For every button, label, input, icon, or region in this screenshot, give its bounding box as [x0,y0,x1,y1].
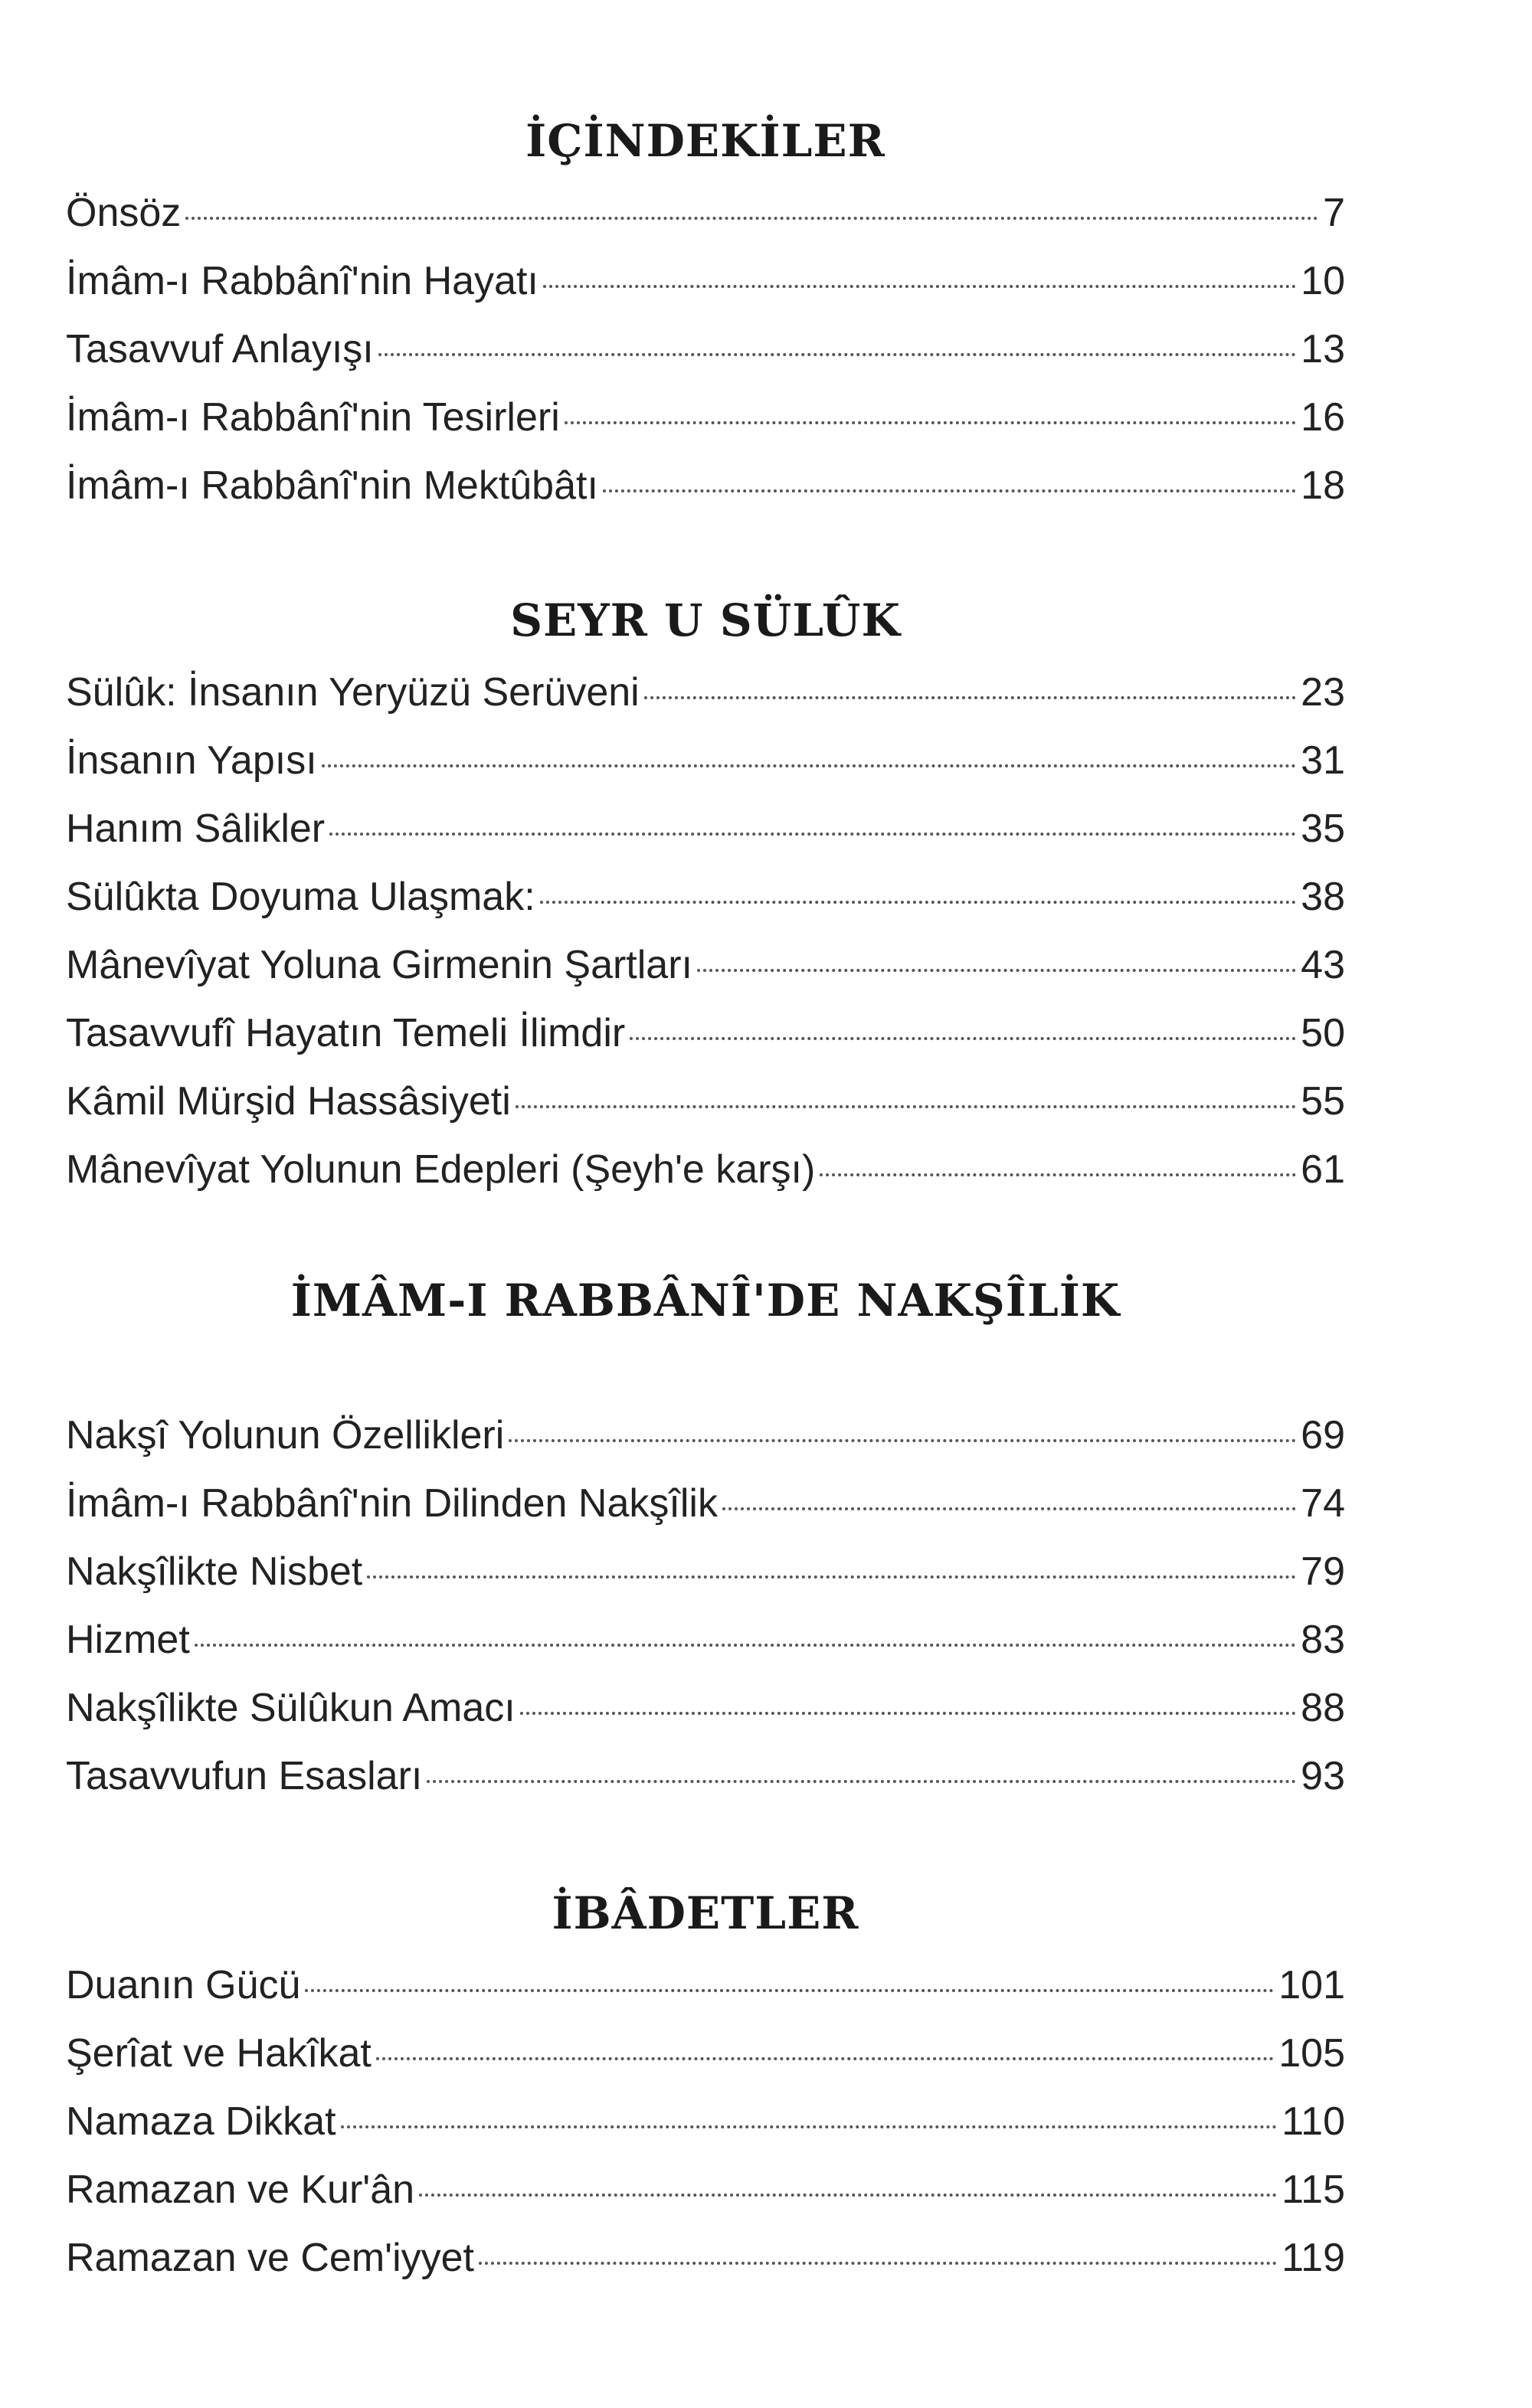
entry-page-number: 119 [1282,2236,1345,2280]
entry-page-number: 31 [1301,738,1345,783]
toc-entry [66,1674,1345,1742]
dot-leader [603,489,1296,492]
toc-entry [66,247,1345,316]
toc-entry [66,452,1345,520]
entry-title: Nakşîlikte Sülûkun Amacı [66,1686,516,1730]
entry-title: Hizmet [66,1618,190,1662]
section-title: İÇİNDEKİLER [525,115,885,167]
section-title: SEYR U SÜLÛK [510,594,901,646]
toc-entry [66,795,1345,863]
toc-entry [66,1136,1345,1204]
entry-page-number: 74 [1301,1481,1345,1526]
dot-leader [305,1989,1274,1992]
dot-leader [479,2262,1277,2265]
toc-entry [66,2020,1345,2088]
entry-page-number: 69 [1301,1413,1345,1458]
toc-entry [66,1538,1345,1606]
entry-title: Şerîat ve Hakîkat [66,2031,372,2076]
entry-page-number: 79 [1301,1549,1345,1594]
dot-leader [630,1037,1296,1040]
dot-leader [722,1507,1296,1510]
dot-leader [644,696,1296,699]
dot-leader [820,1173,1296,1176]
entry-title: İnsanın Yapısı [66,738,317,783]
dot-leader [427,1780,1296,1783]
toc-entry [66,863,1345,931]
entry-title: Sülûkta Doyuma Ulaşmak: [66,875,535,919]
dot-leader [697,969,1296,972]
entry-page-number: 83 [1301,1618,1345,1662]
entry-title: Tasavvuf Anlayışı [66,327,374,371]
entry-page-number: 61 [1301,1147,1345,1192]
entry-page-number: 115 [1282,2168,1345,2212]
entry-page-number: 43 [1301,943,1345,987]
entry-title: Namaza Dikkat [66,2099,336,2144]
toc-section [66,1267,1345,1811]
entry-page-number: 110 [1282,2099,1345,2144]
toc-entry [66,2156,1345,2224]
toc-entry [66,1068,1345,1136]
entry-title: Nakşîlikte Nisbet [66,1549,363,1594]
dot-leader [329,833,1296,836]
entry-title: Kâmil Mürşid Hassâsiyeti [66,1079,511,1124]
entry-title: Hanım Sâlikler [66,806,326,851]
toc-entry [66,384,1345,452]
toc-section [66,1880,1345,2292]
toc-entry [66,1606,1345,1674]
entry-title: İmâm-ı Rabbânî'nin Tesirleri [66,395,560,440]
toc-entry [66,931,1345,1000]
dot-leader [516,1105,1296,1108]
entry-title: Tasavvufun Esasları [66,1754,423,1798]
entry-page-number: 16 [1301,395,1345,440]
toc-entry [66,659,1345,727]
entry-title: Ramazan ve Kur'ân [66,2168,415,2212]
entry-page-number: 35 [1301,806,1345,851]
entry-page-number: 101 [1278,1963,1345,2007]
dot-leader [419,2194,1277,2197]
entry-title: İmâm-ı Rabbânî'nin Dilinden Nakşîlik [66,1481,718,1526]
toc-entry [66,1742,1345,1811]
entry-title: İmâm-ı Rabbânî'nin Hayatı [66,259,538,303]
entry-page-number: 50 [1301,1011,1345,1055]
section-title: İBÂDETLER [552,1887,859,1939]
toc-entry [66,1470,1345,1538]
section-title: İMÂM-I RABBÂNÎ'DE NAKŞÎLİK [290,1274,1121,1327]
entry-page-number: 38 [1301,875,1345,919]
entry-title: İmâm-ı Rabbânî'nin Mektûbâtı [66,463,598,508]
entry-page-number: 105 [1278,2031,1345,2076]
entry-title: Nakşî Yolunun Özellikleri [66,1413,505,1458]
toc-section [66,107,1345,520]
entry-page-number: 13 [1301,327,1345,371]
toc-entry [66,1952,1345,2020]
entry-title: Duanın Gücü [66,1963,301,2007]
dot-leader [322,764,1297,767]
entry-page-number: 93 [1301,1754,1345,1798]
dot-leader [367,1575,1296,1579]
entry-title: Mânevîyat Yoluna Girmenin Şartları [66,943,692,987]
toc-entry [66,1402,1345,1470]
entry-page-number: 18 [1301,463,1345,508]
entry-title: Önsöz [66,191,182,235]
toc-entry [66,727,1345,795]
dot-leader [195,1644,1296,1647]
dot-leader [520,1712,1296,1715]
entry-page-number: 55 [1301,1079,1345,1124]
toc-entry [66,316,1345,384]
toc-entry [66,179,1345,247]
entry-page-number: 88 [1301,1686,1345,1730]
entry-title: Mânevîyat Yolunun Edepleri (Şeyh'e karşı) [66,1147,816,1192]
toc-entry [66,2088,1345,2156]
toc-section [66,587,1345,1204]
entry-page-number: 10 [1301,259,1345,303]
dot-leader [341,2125,1278,2128]
dot-leader [185,217,1318,220]
entry-page-number: 23 [1301,670,1345,715]
toc-entry [66,1000,1345,1068]
toc-entry [66,2224,1345,2292]
dot-leader [543,285,1296,288]
entry-page-number: 7 [1323,191,1345,235]
dot-leader [376,2057,1274,2060]
entry-title: Sülûk: İnsanın Yeryüzü Serüveni [66,670,640,715]
dot-leader [565,421,1296,424]
entry-title: Ramazan ve Cem'iyyet [66,2236,474,2280]
dot-leader [509,1439,1296,1442]
dot-leader [540,901,1296,904]
entry-title: Tasavvufî Hayatın Temeli İlimdir [66,1011,626,1055]
dot-leader [378,353,1296,356]
